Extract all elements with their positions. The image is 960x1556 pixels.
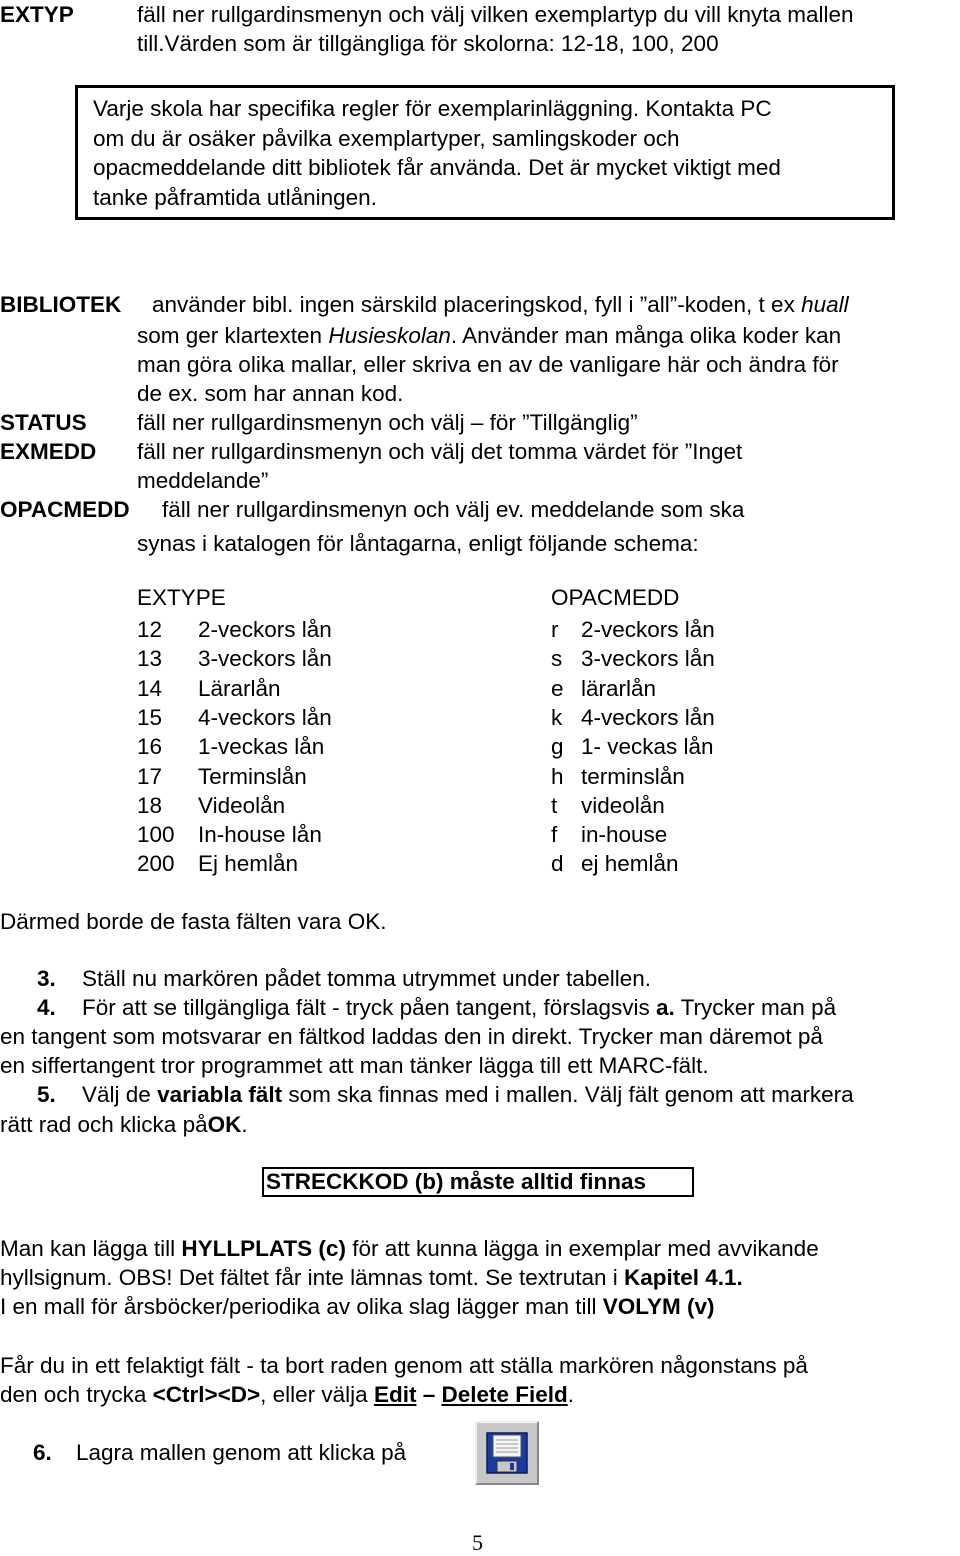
menu-delete-field: Delete Field <box>441 1382 568 1407</box>
step-3-text: Ställ nu markören pådet tomma utrymmet under tabellen. <box>82 966 652 991</box>
delete-text-2b: , eller välja <box>260 1382 374 1407</box>
page-number: 5 <box>472 1530 483 1555</box>
exmedd-text-1: fäll ner rullgardinsmenyn och välj det tomma värdet för ”Inget <box>137 439 743 464</box>
status-label: STATUS <box>0 410 87 435</box>
delete-text-1: Får du in ett felaktigt fält - ta bort raden genom att ställa markören någonstans på <box>0 1353 808 1378</box>
hyllplats-text-1 <box>0 1234 819 1263</box>
notice-line-3: opacmeddelande ditt bibliotek får använda. Det är mycket viktigt med <box>93 155 781 180</box>
step-4-number: 4. <box>37 995 56 1020</box>
bibliotek-label: BIBLIOTEK <box>0 292 122 317</box>
exmedd-text-2: meddelande” <box>137 468 269 493</box>
table-cell-extype-code: 16 <box>137 734 163 759</box>
step-5-text-1b: som ska finnas med i mallen. Välj fält genom att markera <box>282 1082 854 1107</box>
table-cell-extype-code: 13 <box>137 646 163 671</box>
table-cell-extype-desc: 4-veckors lån <box>198 705 332 730</box>
menu-edit: Edit <box>373 1382 417 1407</box>
table-cell-opac-desc: videolån <box>581 793 665 818</box>
table-cell-opac-desc: 1- veckas lån <box>581 734 714 759</box>
delete-text-2 <box>0 1380 574 1409</box>
table-header-opacmedd: OPACMEDD <box>551 585 680 610</box>
bibliotek-text-2b: . Använder man många olika koder kan <box>450 323 842 348</box>
hyllplats-text-2 <box>0 1263 743 1292</box>
bibliotek-example-text: Husieskolan <box>328 323 451 348</box>
table-cell-opac-desc: terminslån <box>581 764 685 789</box>
table-cell-extype-desc: Lärarlån <box>198 676 281 701</box>
table-cell-extype-code: 12 <box>137 617 163 642</box>
extyp-label: EXTYP <box>0 2 74 27</box>
notice-line-4: tanke påframtida utlåningen. <box>93 185 377 210</box>
step-5-text-1a: Välj de <box>82 1082 158 1107</box>
step-4-text-1a: För att se tillgängliga fält - tryck påen tangent, förslagsvis <box>82 995 657 1020</box>
floppy-disk-icon <box>485 1431 529 1475</box>
bibliotek-text-1 <box>152 290 849 319</box>
step-5-text-2 <box>0 1110 248 1139</box>
table-cell-opac-code: k <box>551 705 563 730</box>
step-4-text-3: en siffertangent tror programmet att man tänker lägga till ett MARC-fält. <box>0 1053 709 1078</box>
table-cell-opac-code: h <box>551 764 564 789</box>
step-6-number: 6. <box>33 1440 52 1465</box>
step-5-variable-fields: variabla fält <box>157 1082 283 1107</box>
table-cell-extype-code: 100 <box>137 822 175 847</box>
chapter-reference: Kapitel 4.1. <box>624 1265 743 1290</box>
step-4-text-1 <box>82 993 836 1022</box>
extyp-text-1: fäll ner rullgardinsmenyn och välj vilken exemplartyp du vill knyta mallen <box>137 2 854 27</box>
table-cell-extype-desc: Ej hemlån <box>198 851 299 876</box>
table-cell-extype-code: 15 <box>137 705 163 730</box>
notice-line-2: om du är osäker påvilka exemplartyper, samlingskoder och <box>93 126 680 151</box>
table-cell-extype-desc: In-house lån <box>198 822 322 847</box>
table-cell-opac-desc: ej hemlån <box>581 851 679 876</box>
status-text: fäll ner rullgardinsmenyn och välj – för ”Tillgänglig” <box>137 410 638 435</box>
volym-field: VOLYM (v) <box>602 1294 715 1319</box>
table-cell-opac-code: t <box>551 793 558 818</box>
table-cell-extype-desc: 2-veckors lån <box>198 617 332 642</box>
step-5-ok: OK <box>207 1112 242 1137</box>
menu-separator: – <box>416 1382 442 1407</box>
table-cell-extype-code: 200 <box>137 851 175 876</box>
hyllplats-text-1a: Man kan lägga till <box>0 1236 182 1261</box>
step-4-key: a. <box>656 995 675 1020</box>
bibliotek-text-3: man göra olika mallar, eller skriva en av de vanligare här och ändra för <box>137 352 839 377</box>
table-cell-opac-desc: 3-veckors lån <box>581 646 715 671</box>
hyllplats-field: HYLLPLATS (c) <box>181 1236 346 1261</box>
table-cell-opac-code: f <box>551 822 558 847</box>
extyp-text-2: till.Värden som är tillgängliga för skolorna: 12-18, 100, 200 <box>137 31 719 56</box>
hyllplats-text-3a: I en mall för årsböcker/periodika av olika slag lägger man till <box>0 1294 603 1319</box>
conclusion-text: Därmed borde de fasta fälten vara OK. <box>0 909 387 934</box>
table-cell-extype-desc: 3-veckors lån <box>198 646 332 671</box>
delete-text-2c: . <box>567 1382 575 1407</box>
opacmedd-label: OPACMEDD <box>0 497 130 522</box>
step-4-text-1b: Trycker man på <box>674 995 837 1020</box>
table-cell-extype-code: 17 <box>137 764 163 789</box>
bibliotek-text-2a: som ger klartexten <box>137 323 329 348</box>
step-5-text-2a: rätt rad och klicka på <box>0 1112 208 1137</box>
shortcut-ctrl-d: <Ctrl><D> <box>152 1382 261 1407</box>
opacmedd-text-2: synas i katalogen för låntagarna, enligt följande schema: <box>137 531 699 556</box>
step-5-number: 5. <box>37 1082 56 1107</box>
table-cell-opac-code: r <box>551 617 559 642</box>
step-5-text-2b: . <box>241 1112 248 1137</box>
exmedd-label: EXMEDD <box>0 439 97 464</box>
table-cell-opac-code: g <box>551 734 564 759</box>
table-cell-extype-code: 18 <box>137 793 163 818</box>
bibliotek-text-1a: använder bibl. ingen särskild placeringskod, fyll i ”all”-koden, t ex <box>152 292 802 317</box>
table-cell-opac-desc: 2-veckors lån <box>581 617 715 642</box>
opacmedd-text-1: fäll ner rullgardinsmenyn och välj ev. meddelande som ska <box>162 497 745 522</box>
table-cell-extype-code: 14 <box>137 676 163 701</box>
table-cell-opac-desc: 4-veckors lån <box>581 705 715 730</box>
bibliotek-example-code: huall <box>801 292 849 317</box>
step-6-text: Lagra mallen genom att klicka på <box>76 1440 407 1465</box>
table-cell-opac-code: d <box>551 851 564 876</box>
table-cell-opac-desc: lärarlån <box>581 676 657 701</box>
save-button[interactable] <box>475 1421 539 1485</box>
bibliotek-text-2 <box>137 321 841 350</box>
streckkod-box: STRECKKOD (b) måste alltid finnas <box>262 1167 694 1197</box>
step-4-text-2: en tangent som motsvarar en fältkod laddas den in direkt. Trycker man däremot på <box>0 1024 823 1049</box>
table-cell-opac-code: s <box>551 646 563 671</box>
hyllplats-text-2a: hyllsignum. OBS! Det fältet får inte lämnas tomt. Se textrutan i <box>0 1265 625 1290</box>
table-cell-opac-code: e <box>551 676 564 701</box>
hyllplats-text-3 <box>0 1292 714 1321</box>
step-5-text-1 <box>82 1080 854 1109</box>
table-header-extype: EXTYPE <box>137 585 226 610</box>
bibliotek-text-4: de ex. som har annan kod. <box>137 381 404 406</box>
table-cell-extype-desc: Terminslån <box>198 764 307 789</box>
notice-line-1: Varje skola har specifika regler för exemplarinläggning. Kontakta PC <box>93 96 772 121</box>
step-3-number: 3. <box>37 966 56 991</box>
table-cell-extype-desc: 1-veckas lån <box>198 734 325 759</box>
hyllplats-text-1b: för att kunna lägga in exemplar med avvikande <box>345 1236 819 1261</box>
table-cell-opac-desc: in-house <box>581 822 668 847</box>
delete-text-2a: den och trycka <box>0 1382 153 1407</box>
table-cell-extype-desc: Videolån <box>198 793 286 818</box>
